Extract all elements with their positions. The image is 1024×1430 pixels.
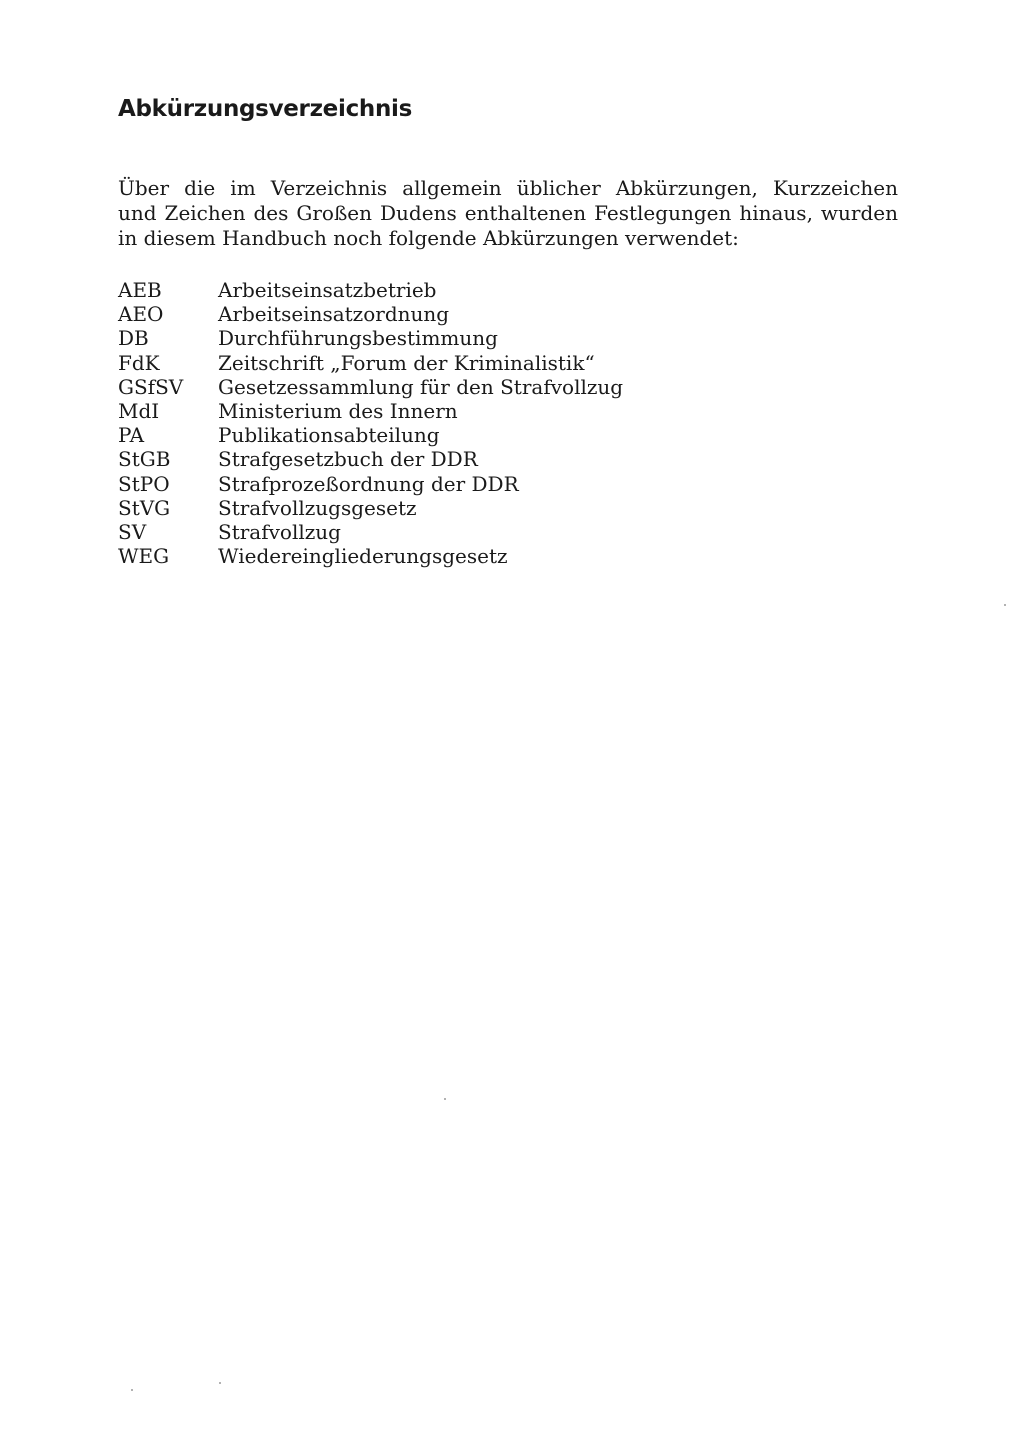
abbreviation-row xyxy=(118,447,623,471)
abbreviation-meaning: Arbeitseinsatzbetrieb xyxy=(218,278,437,302)
abbreviation-list xyxy=(118,278,623,568)
abbreviation-meaning: Strafvollzug xyxy=(218,520,341,545)
intro-line: in diesem Handbuch noch folgende Abkürzungen verwendet: xyxy=(118,226,739,250)
abbreviation-code: DB xyxy=(118,326,149,351)
abbreviation-code: StVG xyxy=(118,495,171,520)
abbreviation-code: StPO xyxy=(118,471,170,496)
abbreviation-row xyxy=(118,520,623,544)
abbreviation-row xyxy=(118,399,623,423)
abbreviation-meaning: Strafgesetzbuch der DDR xyxy=(218,447,478,472)
intro-line: und Zeichen des Großen Dudens enthaltenen Festlegungen hinaus, wurden xyxy=(118,201,898,225)
abbreviation-meaning: Strafvollzugsgesetz xyxy=(218,495,417,520)
abbreviation-code: MdI xyxy=(118,399,160,424)
abbreviation-meaning: Arbeitseinsatzordnung xyxy=(218,302,450,327)
abbreviation-row xyxy=(118,326,623,350)
abbreviation-code: WEG xyxy=(118,544,170,569)
abbreviation-meaning: Publikationsabteilung xyxy=(218,423,440,448)
abbreviation-row xyxy=(118,278,623,302)
scan-speck xyxy=(219,1382,221,1384)
abbreviation-code: AEB xyxy=(118,278,162,302)
abbreviation-code: AEO xyxy=(118,302,164,327)
abbreviation-meaning: Ministerium des Innern xyxy=(218,399,458,424)
abbreviation-row xyxy=(118,375,623,399)
scan-speck xyxy=(444,1098,446,1100)
abbreviation-row xyxy=(118,496,623,520)
abbreviation-meaning: Durchführungsbestimmung xyxy=(218,326,498,351)
abbreviation-row xyxy=(118,351,623,375)
abbreviation-row xyxy=(118,544,623,568)
scan-speck xyxy=(131,1389,133,1391)
abbreviation-row xyxy=(118,423,623,447)
abbreviation-code: StGB xyxy=(118,447,171,472)
abbreviation-meaning: Gesetzessammlung für den Strafvollzug xyxy=(218,374,624,399)
abbreviation-code: FdK xyxy=(118,350,160,375)
abbreviation-meaning: Wiedereingliederungsgesetz xyxy=(218,544,508,569)
abbreviation-meaning: Zeitschrift „Forum der Kriminalistik“ xyxy=(218,350,595,375)
abbreviation-meaning: Strafprozeßordnung der DDR xyxy=(218,471,519,496)
scan-speck xyxy=(1004,604,1006,606)
abbreviation-code: SV xyxy=(118,520,147,545)
abbreviation-code: PA xyxy=(118,423,145,448)
abbreviation-code: GSfSV xyxy=(118,374,184,399)
abbreviation-row xyxy=(118,302,623,326)
page-title: Abkürzungsverzeichnis xyxy=(118,96,413,122)
intro-paragraph xyxy=(118,176,898,251)
intro-line: Über die im Verzeichnis allgemein üblicher Abkürzungen, Kurzzeichen xyxy=(118,176,898,200)
abbreviation-row xyxy=(118,472,623,496)
